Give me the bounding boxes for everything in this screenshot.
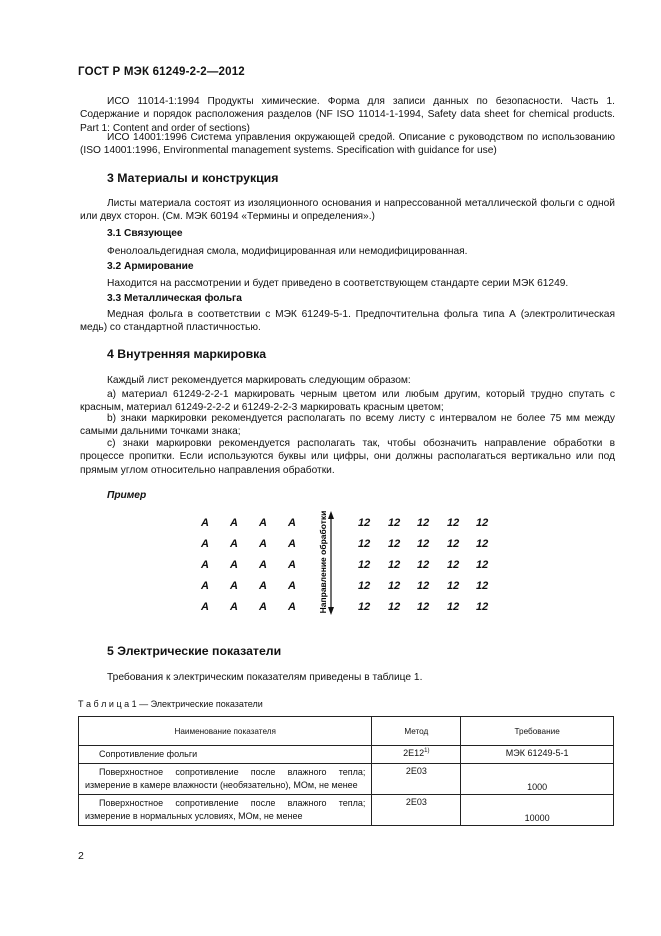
marking-letter: A <box>201 601 209 613</box>
table-row <box>79 795 614 826</box>
direction-arrow-icon <box>326 510 336 616</box>
marking-number: 12 <box>447 538 460 550</box>
marking-number: 12 <box>417 538 430 550</box>
table-row <box>79 746 614 764</box>
marking-letter: A <box>230 517 238 529</box>
marking-number: 12 <box>358 559 371 571</box>
table-caption: Т а б л и ц а 1 — Электрические показатели <box>78 699 263 709</box>
page-number: 2 <box>78 850 84 862</box>
section-3-3-text: Медная фольга в соответствии с МЭК 61249-5-1. Предпочтительна фольга типа А (электролитическая медь) со стандартной пластичностью. <box>80 309 615 334</box>
section-4-item-a: а) материал 61249-2-2-1 маркировать черным цветом или любым другим, который трудно спутать с красным, материал 61249-2-2-2 и 61249-2-2-3 маркировать красным цветом; <box>80 389 615 414</box>
marking-number: 12 <box>388 580 401 592</box>
row-3-method: 2E03 <box>372 795 461 826</box>
marking-letter: A <box>230 601 238 613</box>
marking-letter: A <box>230 538 238 550</box>
table-header-row <box>79 717 614 746</box>
header-requirement: Требование <box>461 717 614 746</box>
example-label: Пример <box>107 490 147 501</box>
marking-letter: A <box>259 517 267 529</box>
marking-letter: A <box>201 517 209 529</box>
marking-number: 12 <box>417 559 430 571</box>
section-5-intro: Требования к электрическим показателям приведены в таблице 1. <box>107 672 423 683</box>
marking-number: 12 <box>447 601 460 613</box>
marking-letter: A <box>201 580 209 592</box>
header-method: Метод <box>372 717 461 746</box>
marking-number: 12 <box>447 559 460 571</box>
marking-number: 12 <box>476 538 489 550</box>
marking-number: 12 <box>476 559 489 571</box>
footnote-mark: 1) <box>424 748 430 754</box>
section-3-2-title: 3.2 Армирование <box>107 261 194 272</box>
row-1-method: 2E12$^{1)}$ <box>372 746 461 764</box>
row-1-name: Сопротивление фольги <box>79 746 372 764</box>
header-name: Наименование показателя <box>79 717 372 746</box>
section-5-title: 5 Электрические показатели <box>107 644 282 658</box>
marking-number: 12 <box>388 559 401 571</box>
section-3-1-text: Фенолоальдегидная смола, модифицированная или немодифицированная. <box>107 246 468 257</box>
section-4-item-b: b) знаки маркировки рекомендуется располагать по всему листу с интервалом не более 75 мм между самыми дальними точками знака; <box>80 413 615 438</box>
section-3-intro: Листы материала состоят из изоляционного основания и напрессованной металлической фольги с одной или двух сторон. (См. МЭК 60194 «Термины и определения».) <box>80 198 615 223</box>
reference-iso-11014: ИСО 11014-1:1994 Продукты химические. Форма для записи данных по безопасности. Часть 1. Содержание и порядок расположения разделов (NF ISO 11014-1-1994, Safety data sheet for chemical products. Part 1: Content and order of sections) <box>80 96 615 134</box>
row-3-requirement: 10000 <box>461 795 614 826</box>
electrical-properties-table <box>78 716 614 826</box>
marking-letter: A <box>288 559 296 571</box>
row-2-requirement: 1000 <box>461 764 614 795</box>
marking-number: 12 <box>476 517 489 529</box>
marking-number: 12 <box>476 580 489 592</box>
marking-letter: A <box>201 559 209 571</box>
marking-letter: A <box>259 538 267 550</box>
section-3-title: 3 Материалы и конструкция <box>107 171 279 185</box>
marking-letter: A <box>230 580 238 592</box>
marking-letter: A <box>288 517 296 529</box>
section-3-1-title: 3.1 Связующее <box>107 228 183 239</box>
marking-number: 12 <box>476 601 489 613</box>
marking-number: 12 <box>358 601 371 613</box>
marking-number: 12 <box>388 538 401 550</box>
marking-number: 12 <box>417 580 430 592</box>
row-3-name: Поверхностное сопротивление после влажного тепла; измерение в нормальных условиях, МОм, не менее <box>79 795 372 826</box>
document-header: ГОСТ Р МЭК 61249-2-2—2012 <box>78 66 245 78</box>
marking-number: 12 <box>417 517 430 529</box>
section-3-2-text: Находится на рассмотрении и будет приведено в соответствующем стандарте серии МЭК 61249. <box>107 278 569 289</box>
marking-number: 12 <box>417 601 430 613</box>
marking-number: 12 <box>358 538 371 550</box>
section-4-intro: Каждый лист рекомендуется маркировать следующим образом: <box>107 375 411 386</box>
direction-label: Направление обработки <box>318 510 328 614</box>
section-4-title: 4 Внутренняя маркировка <box>107 347 267 361</box>
marking-number: 12 <box>388 517 401 529</box>
marking-number: 12 <box>388 601 401 613</box>
section-3-3-title: 3.3 Металлическая фольга <box>107 293 242 304</box>
marking-letter: A <box>230 559 238 571</box>
marking-letter: A <box>259 559 267 571</box>
marking-number: 12 <box>358 517 371 529</box>
row-2-method: 2E03 <box>372 764 461 795</box>
marking-number: 12 <box>447 580 460 592</box>
marking-number: 12 <box>358 580 371 592</box>
marking-letter: A <box>288 601 296 613</box>
marking-number: 12 <box>447 517 460 529</box>
row-2-name: Поверхностное сопротивление после влажного тепла; измерение в камере влажности (необязательно), МОм, не менее <box>79 764 372 795</box>
marking-letter: A <box>288 538 296 550</box>
reference-iso-14001: ИСО 14001:1996 Система управления окружающей средой. Описание с руководством по использованию (ISO 14001:1996, Environmental management systems. Specification with guidance for use) <box>80 132 615 157</box>
marking-letter: A <box>201 538 209 550</box>
table-row <box>79 764 614 795</box>
marking-letter: A <box>259 601 267 613</box>
row-1-requirement: МЭК 61249-5-1 <box>461 746 614 764</box>
section-4-item-c: с) знаки маркировки рекомендуется располагать так, чтобы обозначить направление обработки в процессе пропитки. Если используются буквы или цифры, они должны располагаться вертикально или под прямым углом относительно направления обработки. <box>80 438 615 476</box>
marking-letter: A <box>259 580 267 592</box>
marking-letter: A <box>288 580 296 592</box>
